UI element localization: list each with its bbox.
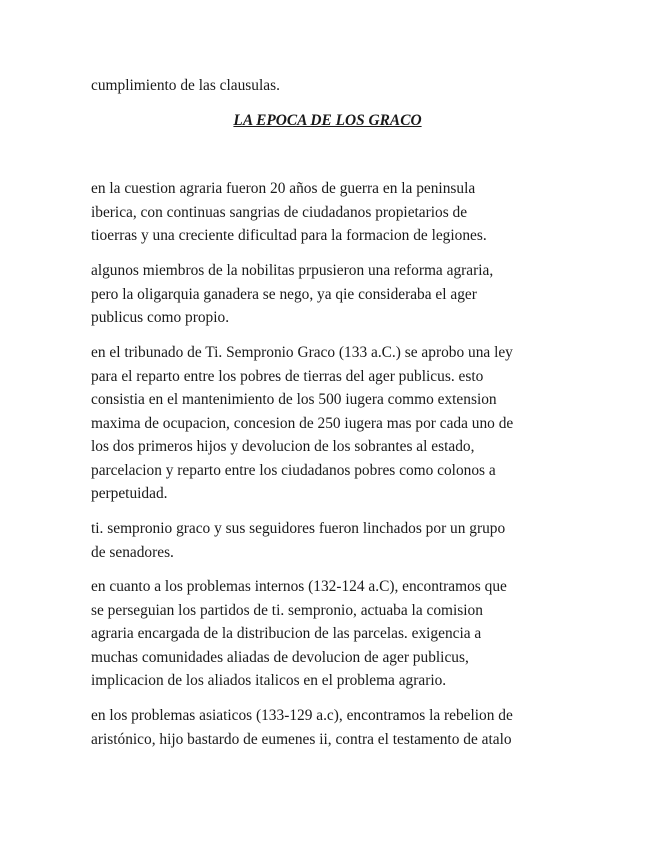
text-line: maxima de ocupacion, concesion de 250 iugera mas por cada uno de [91,414,514,432]
paragraph-1 [91,177,571,248]
text-line: algunos miembros de la nobilitas prpusieron una reforma agraria, [91,262,494,279]
text-line: implicacion de los aliados italicos en el problema agrario. [91,672,447,689]
paragraph-3 [91,341,571,506]
text-line: en el tribunado de Ti. Sempronio Graco (133 a.C.) se aprobo una ley [91,344,513,361]
text-line: cumplimiento de las clausulas. [91,77,280,94]
text-line: de senadores. [91,543,174,561]
text-line: agraria encargada de la distribucion de las parcelas. exigencia a [91,625,482,642]
intro-line [91,74,571,98]
section-title: LA EPOCA DE LOS GRACO [233,112,422,129]
text-line: ti. sempronio graco y sus seguidores fueron linchados por un grupo [91,520,506,537]
text-line: tioerras y una creciente dificultad para la formacion de legiones. [91,227,487,244]
text-line: se perseguian los partidos de ti. sempronio, actuaba la comision [91,601,483,619]
text-line: pero la oligarquia ganadera se nego, ya qie consideraba el ager [91,285,477,303]
text-line: publicus como propio. [91,309,230,326]
text-line: los dos primeros hijos y devolucion de los sobrantes al estado, [91,438,475,455]
text-line: aristónico, hijo bastardo de eumenes ii, contra el testamento de atalo [91,730,512,748]
text-line: perpetuidad. [91,485,168,502]
text-line: en los problemas asiaticos (133-129 a.c), encontramos la rebelion de [91,707,513,724]
text-line: iberica, con continuas sangrias de ciudadanos propietarios de [91,203,468,221]
text-line: para el reparto entre los pobres de tierras del ager publicus. esto [91,367,484,385]
text-line: en cuanto a los problemas internos (132-124 a.C), encontramos que [91,578,507,595]
text-line: muchas comunidades aliadas de devolucion de ager publicus, [91,648,469,666]
text-line: parcelacion y reparto entre los ciudadanos pobres como colonos a [91,461,496,479]
paragraph-2 [91,259,571,330]
text-line: consistia en el mantenimiento de los 500 iugera commo extension [91,391,497,408]
paragraph-6 [91,704,571,751]
text-line: en la cuestion agraria fueron 20 años de guerra en la peninsula [91,180,476,197]
paragraph-5 [91,575,571,693]
paragraph-4 [91,517,571,564]
